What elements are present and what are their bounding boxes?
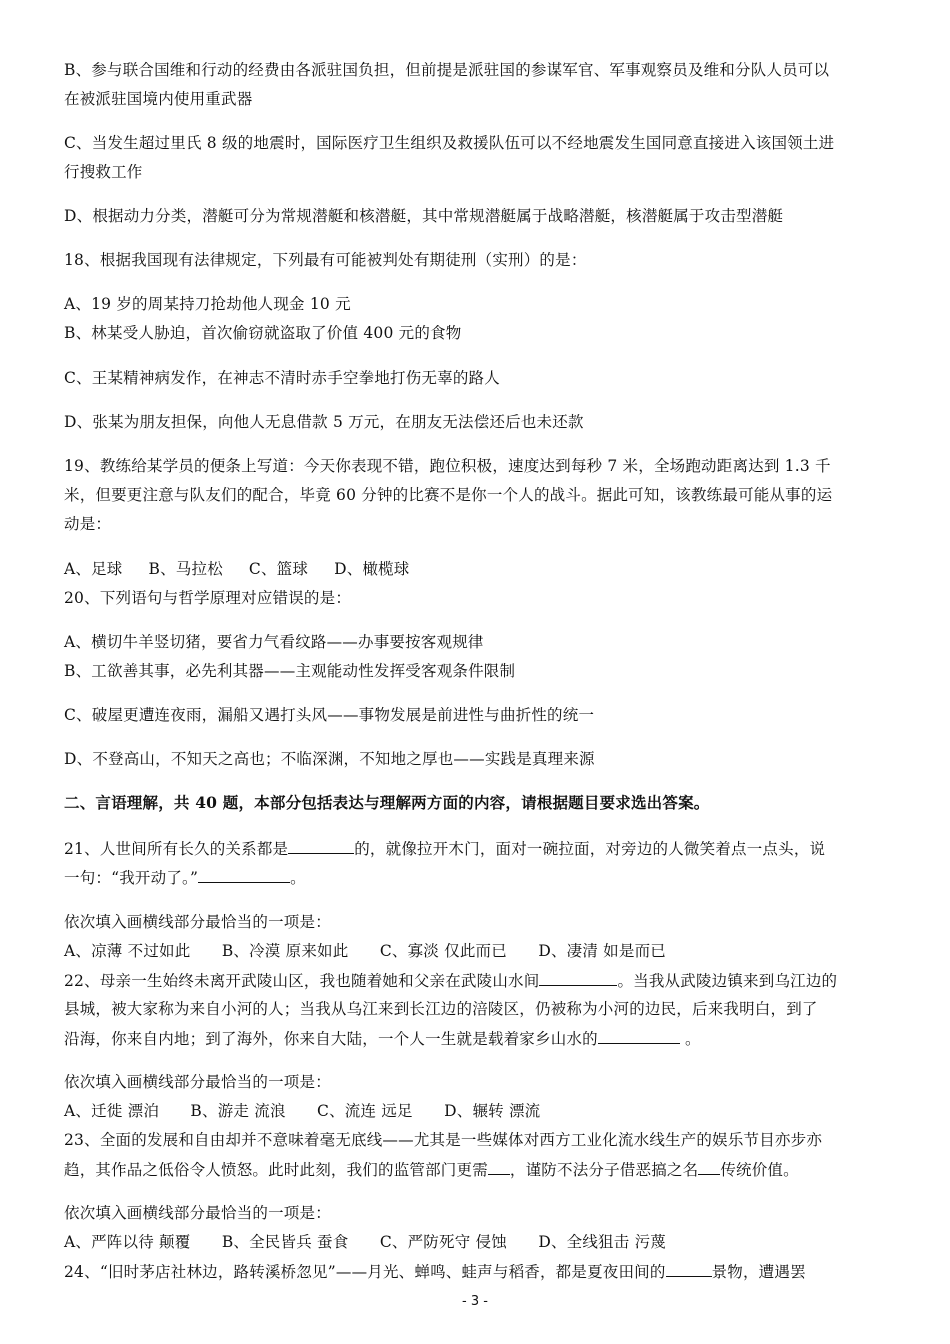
text-span: 24、“旧时茅店社林边，路转溪桥忽见”——月光、蝉鸣、蛙声与稻香，都是夏夜田间的 [64, 1263, 666, 1281]
text-span: 。当我从武陵边镇来到乌江边的 [617, 972, 838, 990]
text-span: 。 [679, 1030, 701, 1048]
text-line: 动是： [64, 515, 112, 533]
option-a: A、19 岁的周某持刀抢劫他人现金 10 元 [64, 295, 351, 313]
answer-blank [666, 1261, 712, 1277]
answer-blank [288, 838, 354, 854]
option-d: D、张某为朋友担保，向他人无息借款 5 万元，在朋友无法偿还后也未还款 [64, 413, 584, 431]
q23-options: A、严阵以待 颠覆 B、全民皆兵 蚕食 C、严防死守 侵蚀 D、全线狙击 污蔑 [64, 1233, 666, 1251]
question-19: 19、教练给某学员的便条上写道：今天你表现不错，跑位积极，速度达到每秒 7 米，全场跑动距离达到 1.3 千 [64, 457, 831, 475]
q22-options: A、迁徙 漂泊 B、游走 流浪 C、流连 远足 D、辗转 漂流 [64, 1102, 541, 1120]
text-span: ，谨防不法分子借恶搞之名 [509, 1161, 699, 1179]
option-c: C、篮球 [248, 560, 309, 578]
text-span: 趋，其作品之低俗令人愤怒。此时此刻，我们的监管部门更需 [64, 1161, 488, 1179]
option-c: C、破屋更遭连夜雨，漏船又遇打头风——事物发展是前进性与曲折性的统一 [64, 706, 595, 724]
section-heading: 二、言语理解，共 40 题，本部分包括表达与理解两方面的内容，请根据题目要求选出答案。 [64, 793, 710, 812]
text-line: 行搜救工作 [64, 163, 143, 181]
instruction: 依次填入画横线部分最恰当的一项是： [64, 1204, 331, 1222]
text-line: B、参与联合国维和行动的经费由各派驻国负担，但前提是派驻国的参谋军官、军事观察员及维和分队人员可以 [64, 61, 830, 79]
answer-blank [598, 1028, 680, 1044]
option-b: B、马拉松 [148, 560, 223, 578]
question-20: 20、下列语句与哲学原理对应错误的是： [64, 589, 352, 607]
text-span: 21、人世间所有长久的关系都是 [64, 840, 289, 858]
text-span: 传统价值。 [720, 1161, 799, 1179]
text-line: 米，但要更注意与队友们的配合，毕竟 60 分钟的比赛不是你一个人的战斗。据此可知，该教练最可能从事的运 [64, 486, 833, 504]
instruction: 依次填入画横线部分最恰当的一项是： [64, 1073, 331, 1091]
option-b: B、林某受人胁迫，首次偷窃就盗取了价值 400 元的食物 [64, 324, 462, 342]
text-span: 22、母亲一生始终未离开武陵山区，我也随着她和父亲在武陵山水间 [64, 972, 540, 990]
text-span: 。 [290, 869, 306, 887]
answer-blank [539, 970, 617, 986]
question-21 [64, 838, 825, 859]
text-line: 在被派驻国境内使用重武器 [64, 90, 253, 108]
question-24 [64, 1261, 806, 1282]
option-a: A、足球 [64, 560, 123, 578]
q21-options: A、凉薄 不过如此 B、冷漠 原来如此 C、寡淡 仅此而已 D、凄清 如是而已 [64, 942, 666, 960]
question-22 [64, 970, 837, 991]
text-line: 县城，被大家称为来自小河的人；当我从乌江来到长江边的涪陵区，仍被称为小河的边民，后来我明白，到了 [64, 1000, 818, 1018]
option-d: D、橄榄球 [334, 560, 410, 578]
q19-options [64, 559, 410, 579]
page-number: - 3 - [462, 1294, 488, 1309]
option-d: D、不登高山，不知天之高也；不临深渊，不知地之厚也——实践是真理来源 [64, 750, 595, 768]
answer-blank [698, 1159, 720, 1175]
option-c: C、王某精神病发作，在神志不清时赤手空拳地打伤无辜的路人 [64, 369, 500, 387]
answer-blank [198, 867, 290, 883]
instruction: 依次填入画横线部分最恰当的一项是： [64, 913, 331, 931]
text-line [64, 1028, 701, 1049]
text-line [64, 867, 306, 888]
text-span: 沿海，你来自内地；到了海外，你来自大陆，一个人一生就是载着家乡山水的 [64, 1030, 598, 1048]
text-span: 的，就像拉开木门，面对一碗拉面，对旁边的人微笑着点一点头，说 [354, 840, 826, 858]
text-span: 一句：“我开动了。” [64, 869, 199, 887]
question-18: 18、根据我国现有法律规定，下列最有可能被判处有期徒刑（实刑）的是： [64, 251, 587, 269]
text-line [64, 1159, 799, 1180]
answer-blank [488, 1159, 510, 1175]
option-b: B、工欲善其事，必先利其器——主观能动性发挥受客观条件限制 [64, 662, 516, 680]
text-span: 景物，遭遇罢 [711, 1263, 806, 1281]
text-line: D、根据动力分类，潜艇可分为常规潜艇和核潜艇，其中常规潜艇属于战略潜艇，核潜艇属于攻击型潜艇 [64, 207, 784, 225]
option-a: A、横切牛羊竖切猪，要省力气看纹路——办事要按客观规律 [64, 633, 484, 651]
text-line: C、当发生超过里氏 8 级的地震时，国际医疗卫生组织及救援队伍可以不经地震发生国同意直接进入该国领土进 [64, 134, 835, 152]
question-23: 23、全面的发展和自由却并不意味着毫无底线——尤其是一些媒体对西方工业化流水线生产的娱乐节目亦步亦 [64, 1131, 823, 1149]
